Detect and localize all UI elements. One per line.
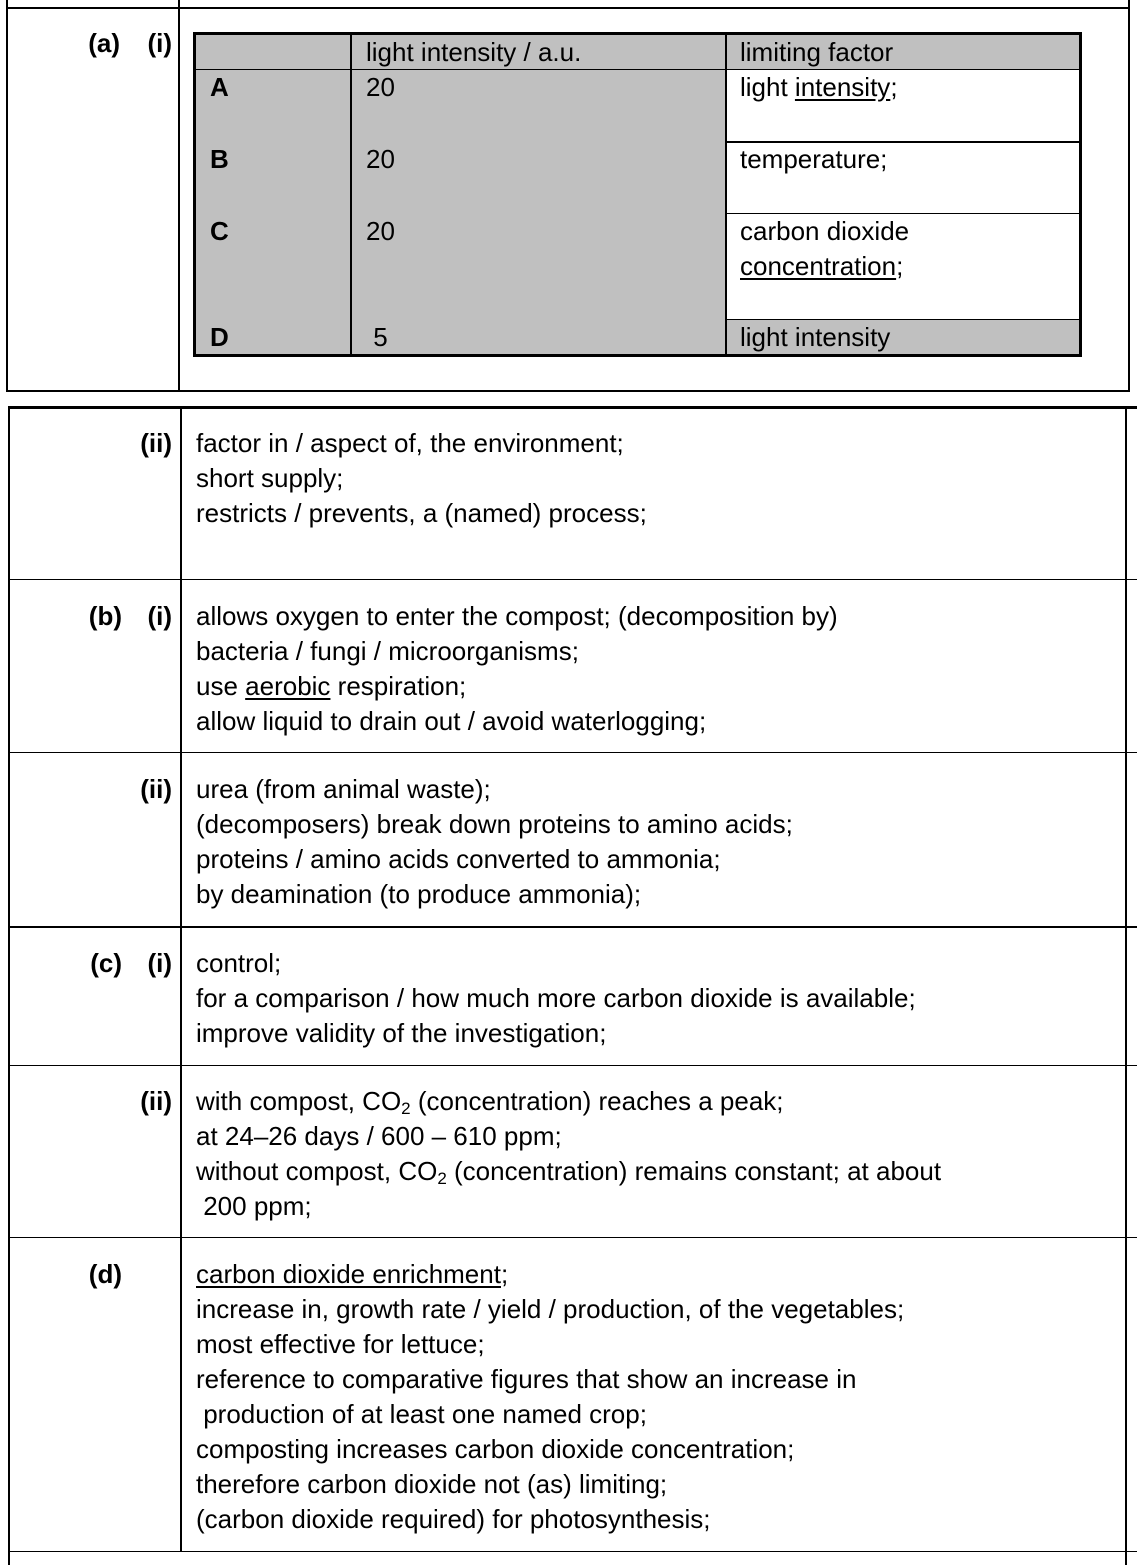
- part-b-label: (b): [88, 601, 122, 631]
- table-row-c-label: C: [196, 214, 352, 320]
- answer-a-ii: [196, 426, 647, 531]
- answer-b-i-line-3-pre: use: [196, 671, 246, 701]
- answer-c-ii-line-2: at 24–26 days / 600 – 610 ppm;: [196, 1121, 562, 1151]
- table-row-b-intensity: 20: [352, 142, 726, 214]
- row-a-factor-text: light: [740, 72, 795, 102]
- answer-c-i-line-2: for a comparison / how much more carbon dioxide is available;: [196, 983, 916, 1013]
- table-row-d-factor: light intensity: [726, 320, 1079, 354]
- table-row-b-factor: temperature;: [726, 142, 1079, 214]
- answer-c-ii-line-3-sub: 2: [437, 1169, 447, 1188]
- table-col-line-2: [725, 35, 727, 354]
- row-c-factor-line2: [740, 249, 1079, 284]
- answer-d-line-1-post: ;: [500, 1259, 509, 1289]
- table-row-line-3: [726, 319, 1079, 320]
- answer-c-ii-line-1: [196, 1084, 941, 1119]
- answer-b-ii-line-4: by deamination (to produce ammonia);: [196, 879, 642, 909]
- table-row-line-0: [196, 69, 1079, 70]
- limiting-factor-table: [193, 32, 1082, 357]
- table-row-line-1: [726, 141, 1079, 143]
- row-sep-4: [8, 1065, 1137, 1066]
- part-a-i-label: (i): [147, 28, 172, 58]
- answer-b-ii-line-3: proteins / amino acids converted to ammonia;: [196, 844, 721, 874]
- table-row-c-factor: [726, 214, 1079, 320]
- table-header-intensity: light intensity / a.u.: [352, 35, 726, 70]
- row-c-factor-underlined: concentration: [740, 251, 897, 281]
- top-block-top-border: [6, 7, 1130, 9]
- row-sep-5: [8, 1237, 1137, 1238]
- table-row-b-label: B: [196, 142, 352, 214]
- part-c-i-label: (i): [147, 948, 172, 978]
- table-row-a-intensity: 20: [352, 70, 726, 142]
- answer-c-ii: [196, 1084, 941, 1224]
- top-block-bottom-border: [6, 390, 1130, 392]
- table-row-d-intensity: 5: [352, 320, 726, 354]
- table-row-line-2: [726, 213, 1079, 214]
- part-c-ii-label: (ii): [140, 1086, 172, 1116]
- answer-d-line-1: [196, 1257, 904, 1292]
- answer-d-line-5: production of at least one named crop;: [196, 1399, 647, 1429]
- row-a-factor-underlined: intensity: [794, 72, 891, 102]
- answer-b-i-line-4: allow liquid to drain out / avoid waterlogging;: [196, 706, 707, 736]
- answer-b-i-line-3-post: respiration;: [330, 671, 467, 701]
- part-d-label: (d): [88, 1259, 122, 1289]
- answer-a-ii-line-1: factor in / aspect of, the environment;: [196, 428, 624, 458]
- part-b-i-label: (i): [147, 601, 172, 631]
- answer-d-line-8: (carbon dioxide required) for photosynthesis;: [196, 1504, 711, 1534]
- answer-c-ii-line-1-post: (concentration) reaches a peak;: [410, 1086, 784, 1116]
- answer-b-i-line-2: bacteria / fungi / microorganisms;: [196, 636, 579, 666]
- answer-a-ii-line-3: restricts / prevents, a (named) process;: [196, 498, 647, 528]
- row-sep-3: [8, 926, 1137, 928]
- answer-b-i-line-1: allows oxygen to enter the compost; (decomposition by): [196, 601, 838, 631]
- answer-b-ii-line-1: urea (from animal waste);: [196, 774, 491, 804]
- top-block-right-border: [1128, 0, 1130, 392]
- answer-d-line-7: therefore carbon dioxide not (as) limiting;: [196, 1469, 668, 1499]
- answer-c-i-line-3: improve validity of the investigation;: [196, 1018, 607, 1048]
- answer-b-i-line-3: [196, 669, 838, 704]
- answer-d: [196, 1257, 904, 1537]
- part-a-label: (a): [88, 28, 120, 58]
- table-row-a-label: A: [196, 70, 352, 142]
- table-row-d-label: D: [196, 320, 352, 354]
- answer-d-line-3: most effective for lettuce;: [196, 1329, 485, 1359]
- answer-c-ii-line-1-pre: with compost, CO: [196, 1086, 402, 1116]
- main-block-top-border: [8, 406, 1137, 409]
- answer-b-ii: [196, 772, 793, 912]
- row-sep-1: [8, 579, 1137, 580]
- answer-d-enrichment: carbon dioxide enrichment: [196, 1259, 501, 1289]
- top-block-divider: [178, 0, 180, 392]
- answer-c-ii-line-3-pre: without compost, CO: [196, 1156, 438, 1186]
- answer-d-line-4: reference to comparative figures that show an increase in: [196, 1364, 857, 1394]
- part-b-ii-label: (ii): [140, 774, 172, 804]
- table-header-blank: [196, 35, 352, 70]
- answer-c-ii-line-1-sub: 2: [401, 1099, 411, 1118]
- table-col-line-1: [350, 35, 352, 354]
- row-c-factor-suffix: ;: [896, 251, 904, 281]
- answer-c-ii-line-3-post: (concentration) remains constant; at about: [446, 1156, 942, 1186]
- table-row-c-intensity: 20: [352, 214, 726, 320]
- part-a-ii-label: (ii): [140, 428, 172, 458]
- answer-b-ii-line-2: (decomposers) break down proteins to amino acids;: [196, 809, 793, 839]
- table-header-factor: limiting factor: [726, 35, 1079, 70]
- row-c-factor-line1: carbon dioxide: [740, 216, 910, 246]
- main-block-divider: [180, 406, 182, 1552]
- answer-d-line-6: composting increases carbon dioxide concentration;: [196, 1434, 795, 1464]
- answer-d-line-2: increase in, growth rate / yield / production, of the vegetables;: [196, 1294, 905, 1324]
- answer-c-ii-line-3: [196, 1154, 941, 1189]
- answer-b-i-aerobic: aerobic: [245, 671, 331, 701]
- answer-c-ii-line-4: 200 ppm;: [196, 1191, 312, 1221]
- table-row-a-factor: [726, 70, 1079, 142]
- answer-c-i: [196, 946, 916, 1051]
- answer-b-i: [196, 599, 838, 739]
- row-sep-2: [8, 752, 1137, 753]
- row-sep-6: [8, 1551, 1137, 1552]
- top-block-left-border: [6, 0, 8, 392]
- row-a-factor-suffix: ;: [890, 72, 898, 102]
- answer-a-ii-line-2: short supply;: [196, 463, 344, 493]
- part-c-label: (c): [90, 948, 122, 978]
- answer-c-i-line-1: control;: [196, 948, 282, 978]
